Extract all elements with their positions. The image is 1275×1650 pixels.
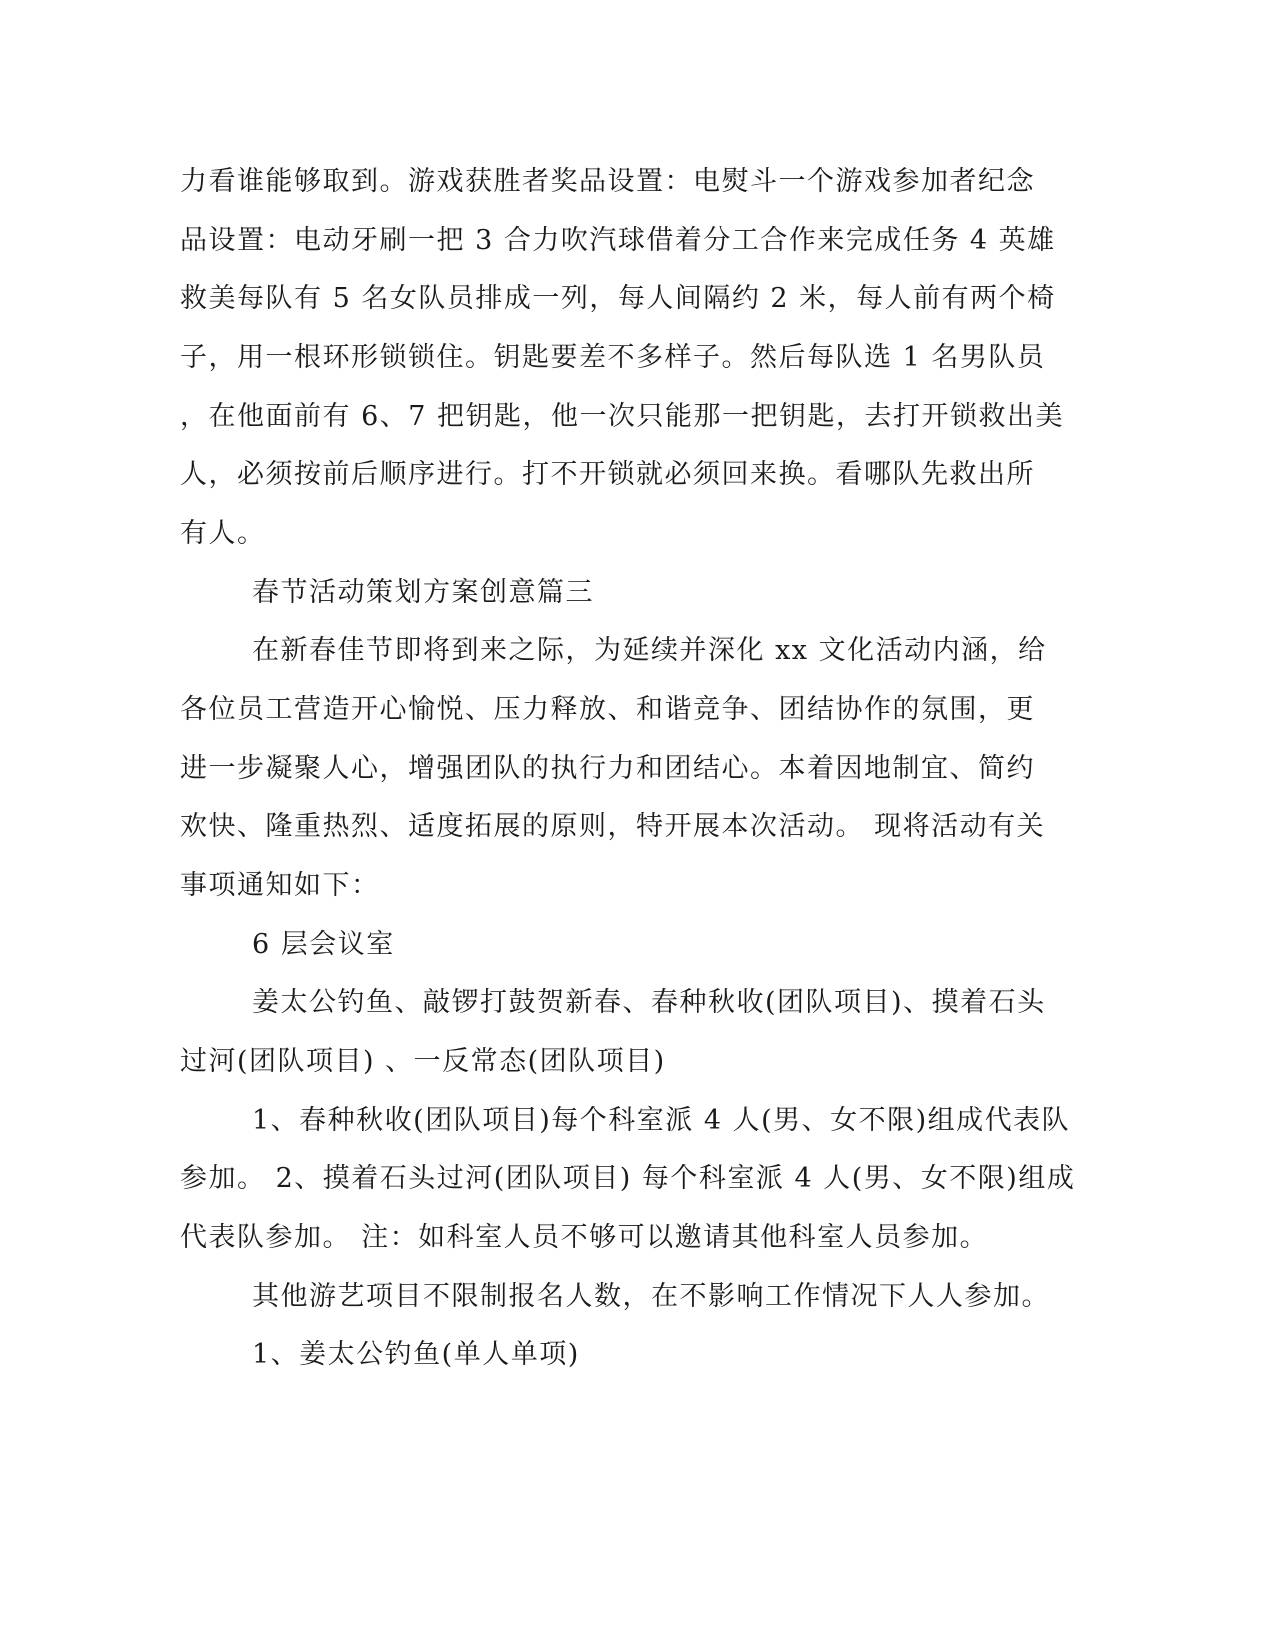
text-line-21: 1、姜太公钓鱼(单人单项): [252, 1339, 580, 1370]
text-line-14: 6 层会议室: [252, 929, 395, 960]
section-heading: 春节活动策划方案创意篇三: [252, 577, 594, 608]
text-line-12: 欢快、隆重热烈、适度拓展的原则，特开展本次活动。 现将活动有关: [180, 811, 1046, 842]
text-line-19: 代表队参加。 注：如科室人员不够可以邀请其他科室人员参加。: [180, 1222, 989, 1253]
text-line-5: ，在他面前有 6、7 把钥匙，他一次只能那一把钥匙，去打开锁救出美: [180, 401, 1065, 432]
text-line-3: 救美每队有 5 名女队员排成一列，每人间隔约 2 米，每人前有两个椅: [180, 283, 1056, 314]
text-line-7: 有人。: [180, 518, 266, 549]
text-line-17: 1、春种秋收(团队项目)每个科室派 4 人(男、女不限)组成代表队: [252, 1105, 1071, 1136]
text-line-9: 在新春佳节即将到来之际，为延续并深化 xx 文化活动内涵，给: [252, 635, 1047, 666]
text-line-1: 力看谁能够取到。游戏获胜者奖品设置：电熨斗一个游戏参加者纪念: [180, 166, 1035, 197]
text-line-2: 品设置：电动牙刷一把 3 合力吹汽球借着分工合作来完成任务 4 英雄: [180, 225, 1056, 256]
text-line-13: 事项通知如下：: [180, 870, 380, 901]
text-line-11: 进一步凝聚人心，增强团队的执行力和团结心。本着因地制宜、简约: [180, 753, 1035, 784]
text-line-6: 人，必须按前后顺序进行。打不开锁就必须回来换。看哪队先救出所: [180, 459, 1035, 490]
text-line-15: 姜太公钓鱼、敲锣打鼓贺新春、春种秋收(团队项目)、摸着石头: [252, 987, 1046, 1018]
text-line-18: 参加。 2、摸着石头过河(团队项目) 每个科室派 4 人(男、女不限)组成: [180, 1163, 1076, 1194]
text-line-4: 子，用一根环形锁锁住。钥匙要差不多样子。然后每队选 1 名男队员: [180, 342, 1046, 373]
text-line-20: 其他游艺项目不限制报名人数，在不影响工作情况下人人参加。: [252, 1281, 1050, 1312]
text-line-16: 过河(团队项目) 、一反常态(团队项目): [180, 1046, 666, 1077]
text-line-10: 各位员工营造开心愉悦、压力释放、和谐竞争、团结协作的氛围，更: [180, 694, 1035, 725]
